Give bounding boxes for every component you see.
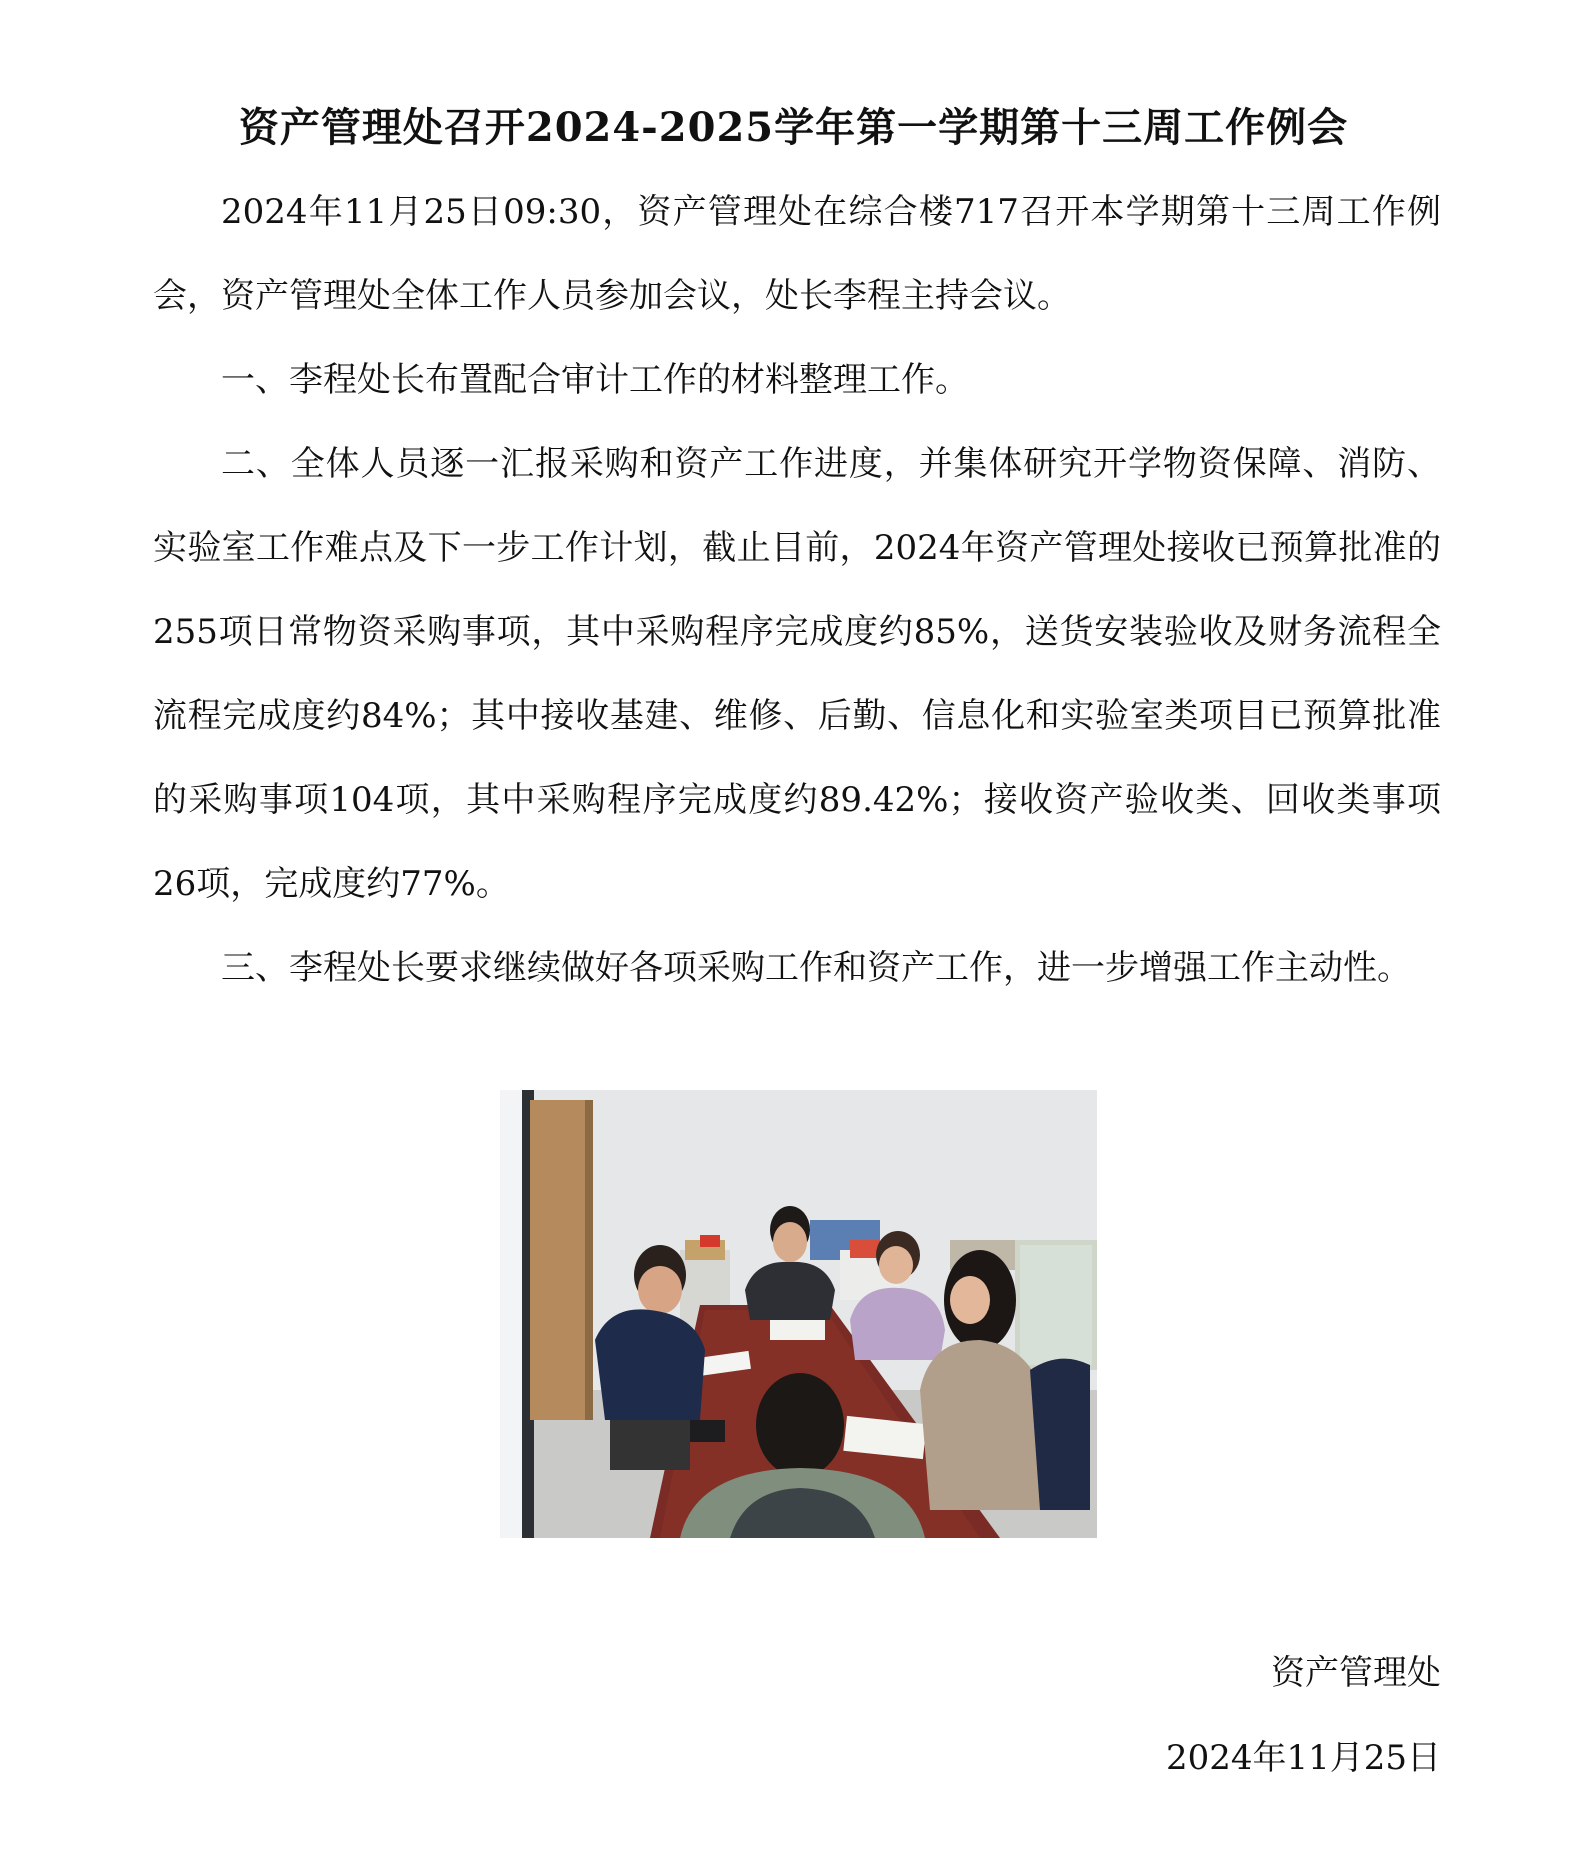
paragraph-item-1: 一、李程处长布置配合审计工作的材料整理工作。 <box>221 360 969 400</box>
paragraph-intro: 2024年11月25日09:30，资产管理处在综合楼717召开本学期第十三周工作例会，资产管理处全体工作人员参加会议，处长李程主持会议。 <box>153 192 1441 316</box>
signature-org: 资产管理处 <box>1271 1653 1441 1693</box>
signature-date: 2024年11月25日 <box>1165 1738 1441 1778</box>
document-body <box>153 170 1441 1010</box>
paragraph-item-2: 二、全体人员逐一汇报采购和资产工作进度，并集体研究开学物资保障、消防、实验室工作难点及下一步工作计划，截止目前，2024年资产管理处接收已预算批准的255项日常物资采购事项，其中采购程序完成度约85%，送货安装验收及财务流程全流程完成度约84%；其中接收基建、维修、后勤、信息化和实验室类项目已预算批准的采购事项104项，其中采购程序完成度约89.42%；接收资产验收类、回收类事项26项，完成度约77%。 <box>153 444 1441 904</box>
paragraph-item-3: 三、李程处长要求继续做好各项采购工作和资产工作，进一步增强工作主动性。 <box>221 948 1411 988</box>
document-title: 资产管理处召开2024-2025学年第一学期第十三周工作例会 <box>238 104 1349 151</box>
meeting-photo <box>500 1090 1097 1538</box>
